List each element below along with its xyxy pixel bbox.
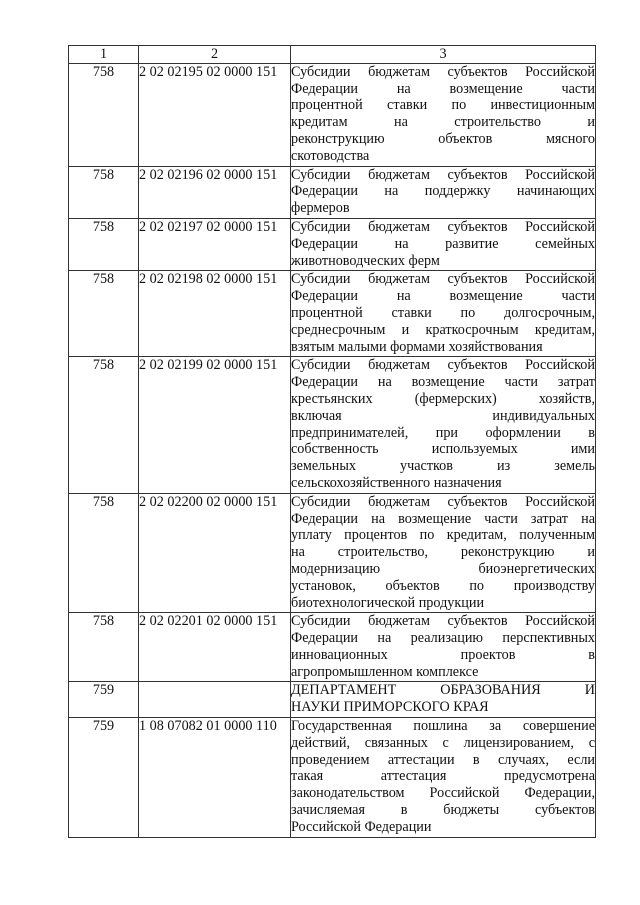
description-line: взятым малыми формами хозяйствования: [291, 338, 543, 355]
header-col-3: 3: [291, 46, 596, 64]
header-col-2: 2: [139, 46, 291, 64]
description-cell: [291, 63, 596, 166]
admin-code-cell: 758: [69, 166, 139, 218]
budget-code-cell: 2 02 02195 02 0000 151: [139, 63, 291, 166]
description-line: агропромышленном комплексе: [291, 663, 479, 680]
description-line: Субсидии бюджетам субъектов Российской: [291, 63, 595, 80]
table-row: [69, 682, 596, 718]
admin-code-cell: 758: [69, 357, 139, 493]
description-line: действий, связанных с лицензированием, с: [291, 734, 595, 751]
description-cell: [291, 613, 596, 682]
description-line: Федерации на возмещение части: [291, 288, 595, 305]
table-row: [69, 718, 596, 838]
description-line: ДЕПАРТАМЕНТ ОБРАЗОВАНИЯ И: [291, 682, 595, 699]
table-row: [69, 613, 596, 682]
table-header-row: [69, 46, 596, 64]
description-line: такая аттестация предусмотрена: [291, 768, 595, 785]
description-line: на строительство, реконструкцию и: [291, 544, 595, 561]
description-line: среднесрочным и краткосрочным кредитам,: [291, 321, 595, 338]
budget-code-cell: 2 02 02198 02 0000 151: [139, 271, 291, 357]
description-line: Субсидии бюджетам субъектов Российской: [291, 493, 595, 510]
table-row: [69, 271, 596, 357]
description-line: Российской Федерации: [291, 818, 432, 835]
revenue-codes-table: [68, 45, 596, 838]
budget-code-cell: 2 02 02201 02 0000 151: [139, 613, 291, 682]
description-line: животноводческих ферм: [291, 252, 440, 269]
admin-code-cell: 758: [69, 271, 139, 357]
table-row: [69, 166, 596, 218]
description-line: Федерации на возмещение части: [291, 80, 595, 97]
description-line: земельных участков из земель: [291, 458, 595, 475]
description-line: Федерации на поддержку начинающих: [291, 183, 595, 200]
description-line: проведением аттестации в случаях, если: [291, 751, 595, 768]
header-col-1: 1: [69, 46, 139, 64]
table-row: [69, 493, 596, 613]
description-line: реконструкцию объектов мясного: [291, 130, 595, 147]
description-line: Федерации на реализацию перспективных: [291, 630, 595, 647]
description-line: предпринимателей, при оформлении в: [291, 424, 595, 441]
budget-code-cell: 2 02 02200 02 0000 151: [139, 493, 291, 613]
description-line: зачисляемая в бюджеты субъектов: [291, 802, 595, 819]
admin-code-cell: 759: [69, 718, 139, 838]
description-line: скотоводства: [291, 147, 370, 164]
description-cell: [291, 271, 596, 357]
description-line: включая индивидуальных: [291, 407, 595, 424]
description-line: кредитам на строительство и: [291, 114, 595, 131]
description-line: законодательством Российской Федерации,: [291, 785, 595, 802]
description-line: Субсидии бюджетам субъектов Российской: [291, 357, 595, 374]
budget-code-cell: 2 02 02199 02 0000 151: [139, 357, 291, 493]
admin-code-cell: 758: [69, 613, 139, 682]
table-row: [69, 63, 596, 166]
description-line: фермеров: [291, 200, 350, 217]
description-line: процентной ставки по долгосрочным,: [291, 304, 595, 321]
table-row: [69, 218, 596, 270]
description-line: инновационных проектов в: [291, 646, 595, 663]
description-line: Государственная пошлина за совершение: [291, 718, 595, 735]
description-line: Субсидии бюджетам субъектов Российской: [291, 271, 595, 288]
budget-code-cell: 1 08 07082 01 0000 110: [139, 718, 291, 838]
description-line: Федерации на развитие семейных: [291, 235, 595, 252]
table-row: [69, 357, 596, 493]
budget-code-cell: 2 02 02196 02 0000 151: [139, 166, 291, 218]
budget-code-cell: [139, 682, 291, 718]
description-cell: [291, 718, 596, 838]
description-line: Федерации на возмещение части затрат на: [291, 510, 595, 527]
description-line: модернизацию биоэнергетических: [291, 560, 595, 577]
description-cell: [291, 218, 596, 270]
description-line: уплату процентов по кредитам, полученным: [291, 527, 595, 544]
description-line: Субсидии бюджетам субъектов Российской: [291, 166, 595, 183]
admin-code-cell: 758: [69, 218, 139, 270]
description-cell: [291, 682, 596, 718]
description-cell: [291, 493, 596, 613]
description-line: Субсидии бюджетам субъектов Российской: [291, 218, 595, 235]
admin-code-cell: 758: [69, 493, 139, 613]
description-line: процентной ставки по инвестиционным: [291, 97, 595, 114]
description-line: установок, объектов по производству: [291, 577, 595, 594]
description-line: собственность используемых ими: [291, 441, 595, 458]
description-line: Субсидии бюджетам субъектов Российской: [291, 613, 595, 630]
description-line: НАУКИ ПРИМОРСКОГО КРАЯ: [291, 699, 489, 716]
description-cell: [291, 357, 596, 493]
description-cell: [291, 166, 596, 218]
description-line: биотехнологической продукции: [291, 594, 485, 611]
description-line: Федерации на возмещение части затрат: [291, 374, 595, 391]
admin-code-cell: 759: [69, 682, 139, 718]
description-line: крестьянских (фермерских) хозяйств,: [291, 390, 595, 407]
description-line: сельскохозяйственного назначения: [291, 474, 502, 491]
table-body: [69, 46, 596, 838]
admin-code-cell: 758: [69, 63, 139, 166]
budget-code-cell: 2 02 02197 02 0000 151: [139, 218, 291, 270]
